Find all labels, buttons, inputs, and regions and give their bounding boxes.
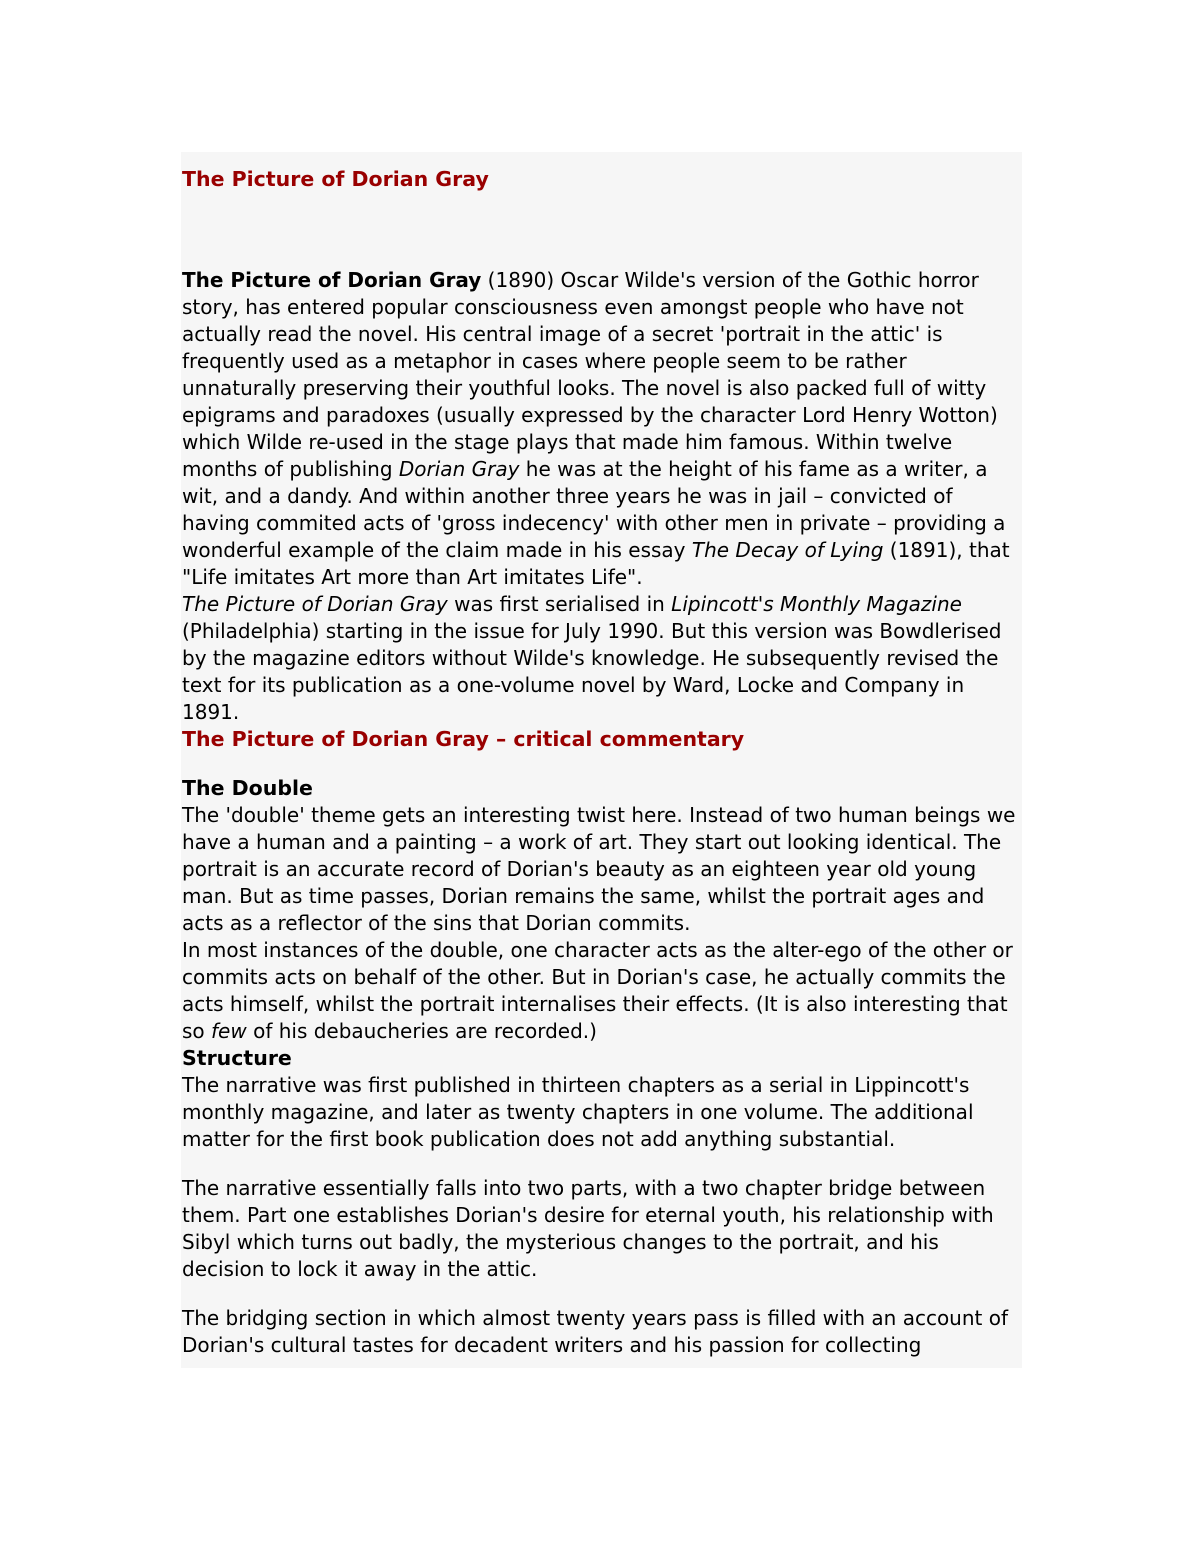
intro-lead-title: The Picture of Dorian Gray (182, 268, 482, 292)
structure-paragraph-1: The narrative was first published in thirteen chapters as a serial in Lippincott's monthly magazine, and later as twenty chapters in one volume. The additional matter for the first book publication does not add anything substantial. (182, 1073, 974, 1151)
double-paragraph-1: The 'double' theme gets an interesting twist here. Instead of two human beings we have a human and a painting – a work of art. They start out looking identical. The portrait is an accurate record of Dorian's beauty as an eighteen year old young man. But as time passes, Dorian remains the same, whilst the portrait ages and acts as a reflector of the sins that Dorian commits. (182, 803, 1016, 935)
publication-paragraph (182, 591, 1018, 726)
structure-paragraph-2: The narrative essentially falls into two parts, with a two chapter bridge between them. Part one establishes Dorian's desire for eternal youth, his relationship with Sibyl which turns out badly, the mysterious changes to the portrait, and his decision to lock it away in the attic. (182, 1176, 994, 1281)
spacer (182, 193, 1018, 267)
structure-heading: Structure (182, 1046, 292, 1070)
spacer (182, 1153, 1018, 1175)
intro-italic-1: Dorian Gray (398, 457, 520, 481)
publication-text-2: (Philadelphia) starting in the issue for July 1990. But this version was Bowdlerised by the magazine editors without Wilde's knowledge. He subsequently revised the text for its publication as a one-volume novel by Ward, Locke and Company in 1891. (182, 619, 1002, 724)
document-body (181, 152, 1022, 1359)
document-content-block (181, 152, 1022, 1368)
double-para2-italic: few (211, 1019, 247, 1043)
double-para2-text-1: In most instances of the double, one character acts as the alter-ego of the other or commits acts on behalf of the other. But in Dorian's case, he actually commits the acts himself, whilst the portrait internalises their effects. (It is also interesting that so (182, 938, 1013, 1043)
commentary-heading: The Picture of Dorian Gray – critical commentary (182, 727, 745, 751)
double-heading: The Double (182, 776, 313, 800)
spacer (182, 753, 1018, 775)
double-para2-text-2: of his debaucheries are recorded.) (246, 1019, 597, 1043)
intro-text-2: he was at the height of his fame as a writer, a wit, and a dandy. And within another three years he was in jail – convicted of having commited acts of 'gross indecency' with other men in private – providing a wonderful example of the claim made in his essay (182, 457, 1006, 562)
intro-text-1: (1890) Oscar Wilde's version of the Gothic horror story, has entered popular consciousness even amongst people who have not actually read the novel. His central image of a secret 'portrait in the attic' is frequently used as a metaphor in cases where people seem to be rather unnaturally preserving their youthful looks. The novel is also packed full of witty epigrams and paradoxes (usually expressed by the character Lord Henry Wotton) which Wilde re-used in the stage plays that made him famous. Within twelve months of publishing (182, 268, 998, 481)
double-paragraph-2 (182, 937, 1018, 1045)
intro-text-3: (1891), that "Life imitates Art more than Art imitates Life". (182, 538, 1010, 589)
structure-paragraph-3: The bridging section in which almost twenty years pass is filled with an account of Dorian's cultural tastes for decadent writers and his passion for collecting (182, 1306, 1009, 1357)
spacer (182, 1283, 1018, 1305)
document-title: The Picture of Dorian Gray (182, 167, 489, 191)
publication-text-1: was first serialised in (447, 592, 672, 616)
intro-italic-2: The Decay of Lying (691, 538, 884, 562)
intro-paragraph (182, 267, 1018, 591)
publication-italic-1: The Picture of Dorian Gray (182, 592, 448, 616)
publication-italic-2: Lipincott's Monthly Magazine (671, 592, 962, 616)
